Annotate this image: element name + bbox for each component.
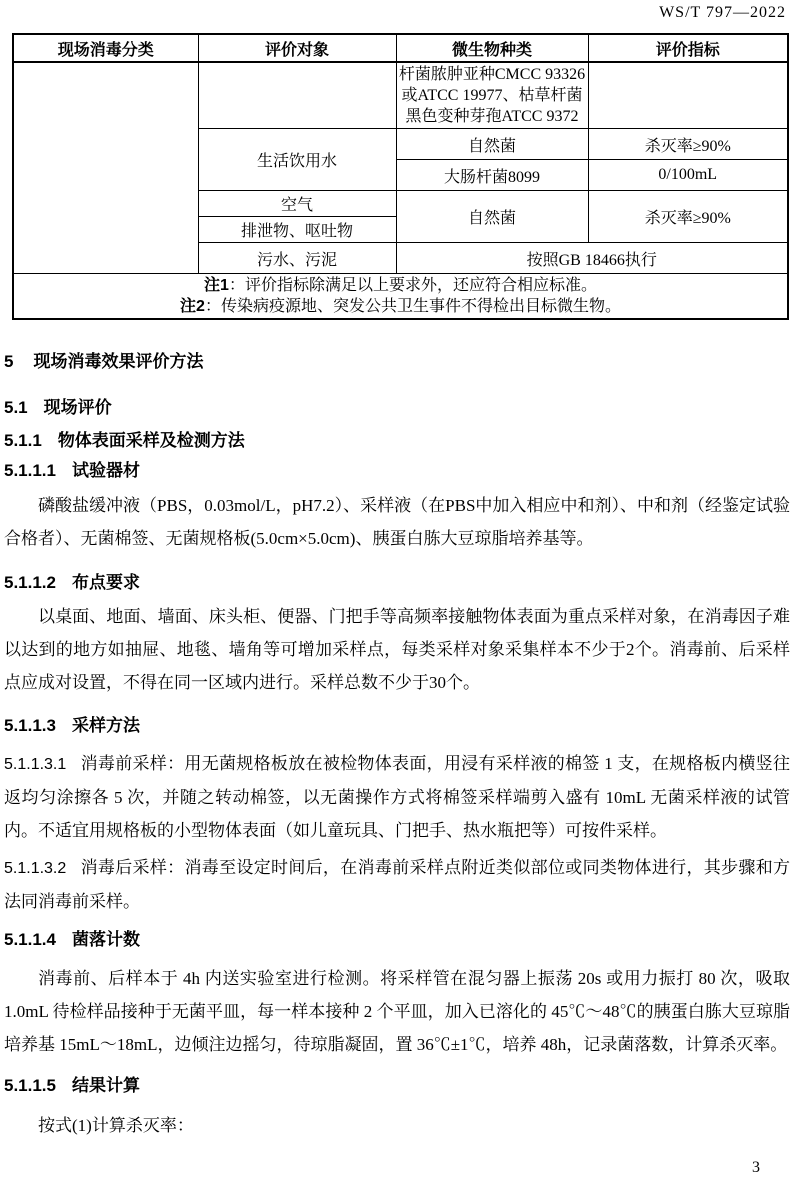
- index-cell-ecoli-limit: 0/100mL: [588, 160, 788, 191]
- col-header-microorganism-type: 微生物种类: [396, 34, 588, 62]
- heading-5-1-1-4: [4, 930, 790, 950]
- heading-5-1-1-2-title: 布点要求: [72, 573, 140, 592]
- microorganism-cell: [396, 62, 588, 129]
- clause-post-disinfection-sampling: [4, 851, 790, 918]
- heading-5-title: 现场消毒效果评价方法: [33, 352, 204, 371]
- heading-5-1-1-5-title: 结果计算: [72, 1076, 140, 1095]
- heading-5-1-1-number: 5.1.1: [4, 431, 42, 450]
- col-header-evaluation-index: 评价指标: [588, 34, 788, 62]
- paragraph-test-equipment: 磷酸盐缓冲液（PBS，0.03mol/L，pH7.2）、采样液（在PBS中加入相应中和剂）、中和剂（经鉴定试验合格者）、无菌棉签、无菌规格板(5.0cm×5.0cm)、胰蛋白胨大豆琼脂培养基等。: [4, 496, 790, 548]
- note-2-label: 注2: [180, 298, 205, 315]
- clause-5-1-1-3-2-number: 5.1.1.3.2: [4, 860, 67, 877]
- microbe-line: 或ATCC 19977、枯草杆菌: [401, 87, 583, 104]
- heading-5-1-title: 现场评价: [43, 398, 112, 417]
- index-cell-sewage-standard: 按照GB 18466执行: [396, 243, 788, 274]
- table-row-microbe-continuation: [13, 62, 788, 129]
- heading-5-1-1-4-title: 菌落计数: [72, 930, 140, 949]
- object-cell-excreta: 排泄物、呕吐物: [198, 217, 396, 243]
- note-1-text: ：评价指标除满足以上要求外，还应符合相应标准。: [228, 277, 597, 294]
- heading-5-1-1-1-title: 试验器材: [72, 461, 140, 480]
- heading-5-1-1-title: 物体表面采样及检测方法: [57, 431, 245, 450]
- heading-5-1-1-2-number: 5.1.1.2: [4, 573, 56, 592]
- table-row-notes: [13, 274, 788, 320]
- heading-5-1-1-1-number: 5.1.1.1: [4, 461, 56, 480]
- category-cell-empty: [13, 62, 198, 274]
- col-header-disinfection-category: 现场消毒分类: [13, 34, 198, 62]
- heading-5-1-1-2: [4, 573, 790, 593]
- microbe-cell-natural-bacteria-2: 自然菌: [396, 191, 588, 243]
- clause-5-1-1-3-2-text: 消毒后采样：消毒至设定时间后，在消毒前采样点附近类似部位或同类物体进行，其步骤和方法同消毒前采样。: [4, 858, 790, 911]
- note-1-label: 注1: [204, 277, 229, 294]
- heading-5-1-1: [4, 431, 790, 451]
- heading-5-1-1-5: [4, 1076, 790, 1096]
- table-header-row: [13, 34, 788, 62]
- index-cell-empty: [588, 62, 788, 129]
- heading-5-1-1-3: [4, 716, 790, 736]
- microbe-cell-ecoli: 大肠杆菌8099: [396, 160, 588, 191]
- disinfection-evaluation-table: [12, 33, 789, 320]
- clause-pre-disinfection-sampling: [4, 747, 790, 847]
- table-note-1: [16, 275, 785, 296]
- heading-5-1-1-5-number: 5.1.1.5: [4, 1076, 56, 1095]
- clause-5-1-1-3-1-text: 消毒前采样：用无菌规格板放在被检物体表面，用浸有采样液的棉签 1 支，在规格板内横竖往返均匀涂擦各 5 次，并随之转动棉签，以无菌操作方式将棉签采样端剪入盛有 10mL 无菌采样液的试管内。不适宜用规格板的小型物体表面（如儿童玩具、门把手、热水瓶把等）可按件采样。: [4, 754, 790, 840]
- microbe-line: 黑色变种芽孢ATCC 9372: [405, 108, 579, 125]
- paragraph-sampling-point-requirements: 以桌面、地面、墙面、床头柜、便器、门把手等高频率接触物体表面为重点采样对象，在消毒因子难以达到的地方如抽屉、地毯、墙角等可增加采样点，每类采样对象采集样本不少于2个。消毒前、后采样点应成对设置，不得在同一区域内进行。采样总数不少于30个。: [4, 607, 790, 692]
- object-cell-empty: [198, 62, 396, 129]
- heading-5: [4, 352, 790, 372]
- heading-5-1-number: 5.1: [4, 398, 28, 417]
- object-cell-air: 空气: [198, 191, 396, 217]
- document-body: [4, 314, 790, 1142]
- index-cell-kill-rate-2: 杀灭率≥90%: [588, 191, 788, 243]
- heading-5-1-1-3-title: 采样方法: [72, 716, 140, 735]
- index-cell-kill-rate: 杀灭率≥90%: [588, 129, 788, 160]
- heading-5-number: 5: [4, 352, 14, 371]
- heading-5-1-1-3-number: 5.1.1.3: [4, 716, 56, 735]
- microbe-line: 杆菌脓肿亚种CMCC 93326: [398, 66, 586, 83]
- microbe-cell-natural-bacteria: 自然菌: [396, 129, 588, 160]
- object-cell-sewage: 污水、污泥: [198, 243, 396, 274]
- object-cell-drinking-water: 生活饮用水: [198, 129, 396, 191]
- heading-5-1-1-4-number: 5.1.1.4: [4, 930, 56, 949]
- col-header-evaluation-object: 评价对象: [198, 34, 396, 62]
- page-number: 3: [752, 1159, 760, 1176]
- heading-5-1: [4, 398, 790, 418]
- heading-5-1-1-1: [4, 461, 790, 481]
- paragraph-formula-intro: 按式(1)计算杀灭率：: [38, 1116, 194, 1135]
- table-notes-cell: [13, 274, 788, 320]
- clause-5-1-1-3-1-number: 5.1.1.3.1: [4, 756, 67, 773]
- paragraph-colony-counting: 消毒前、后样本于 4h 内送实验室进行检测。将采样管在混匀器上振荡 20s 或用力振打 80 次，吸取 1.0mL 待检样品接种于无菌平皿，每一样本接种 2 个平皿，加入已溶化的 45℃～48℃的胰蛋白胨大豆琼脂培养基 15mL～18mL，边倾注边摇匀，待琼脂凝固，置 36℃±1℃，培养 48h，记录菌落数，计算杀灭率。: [4, 969, 790, 1054]
- note-2-text: ：传染病疫源地、突发公共卫生事件不得检出目标微生物。: [204, 298, 621, 315]
- standard-doc-number: WS/T 797—2022: [659, 4, 786, 21]
